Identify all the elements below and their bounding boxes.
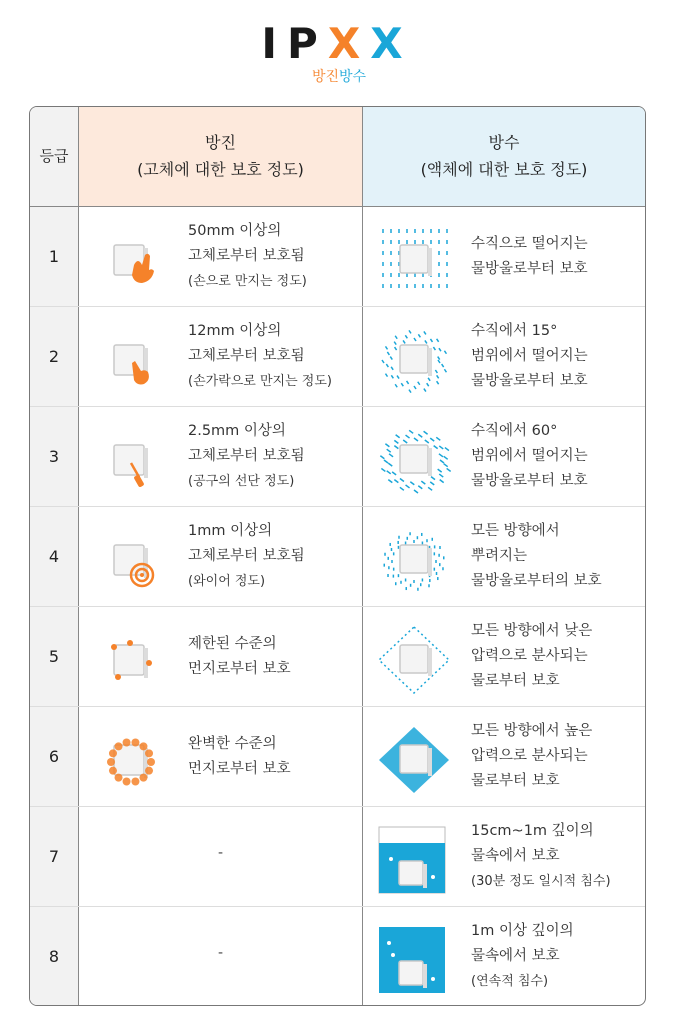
water-line: 압력으로 분사되는 xyxy=(471,748,588,764)
dust-line: 2.5mm 이상의 xyxy=(188,423,286,439)
water-description xyxy=(471,319,643,394)
table-row xyxy=(30,307,645,407)
page-title xyxy=(0,19,674,86)
dust-description xyxy=(188,519,360,594)
subtitle-dust: 방진 xyxy=(311,69,339,85)
angled-15-drops-icon xyxy=(377,325,451,395)
water-line: (연속적 침수) xyxy=(471,974,549,989)
column-divider xyxy=(362,807,363,907)
dust-line: 먼지로부터 보호 xyxy=(188,661,291,677)
dust-description xyxy=(188,419,360,494)
dust-description xyxy=(188,319,360,394)
table-row xyxy=(30,507,645,607)
temporary-immersion-icon xyxy=(377,825,451,895)
column-divider xyxy=(362,607,363,707)
dust-line: (손으로 만지는 정도) xyxy=(188,274,307,289)
grade-value: 7 xyxy=(48,847,60,866)
water-line: 물방울로부터 보호 xyxy=(471,373,588,389)
water-line: 수직에서 60° xyxy=(471,423,558,439)
water-line: 모든 방향에서 낮은 xyxy=(471,623,593,639)
water-line: 물방울로부터 보호 xyxy=(471,473,588,489)
angled-60-drops-icon xyxy=(377,425,451,495)
water-line: 물속에서 보호 xyxy=(471,948,560,964)
dust-empty-value: - xyxy=(217,945,224,961)
column-divider xyxy=(362,507,363,607)
subtitle-water: 방수 xyxy=(339,69,367,85)
water-description xyxy=(471,232,643,282)
column-divider xyxy=(362,307,363,407)
dust-line: (공구의 선단 정도) xyxy=(188,474,295,489)
water-header-subtitle: (액체에 대한 보호 정도) xyxy=(420,160,588,179)
table-row xyxy=(30,907,645,1006)
vertical-drops-icon xyxy=(377,225,451,295)
water-line: 물방울로부터의 보호 xyxy=(471,573,602,589)
dust-description xyxy=(188,219,360,294)
ipxx-logo xyxy=(0,19,674,68)
grade-value: 8 xyxy=(48,947,60,966)
water-line: 15cm~1m 깊이의 xyxy=(471,823,594,839)
water-header xyxy=(363,107,645,206)
dust-header xyxy=(79,107,363,206)
water-line: 1m 이상 깊이의 xyxy=(471,923,574,939)
dust-line: 먼지로부터 보호 xyxy=(188,761,291,777)
water-description xyxy=(471,719,643,794)
low-pressure-jet-icon xyxy=(377,625,451,695)
water-description xyxy=(471,619,643,694)
grade-value: 5 xyxy=(48,647,60,666)
water-description xyxy=(471,919,643,994)
grade-value: 4 xyxy=(48,547,60,566)
dust-description xyxy=(188,632,360,682)
water-header-title: 방수 xyxy=(488,133,520,152)
water-line: 압력으로 분사되는 xyxy=(471,648,588,664)
column-divider xyxy=(362,407,363,507)
grade-value: 1 xyxy=(48,247,60,266)
water-line: 범위에서 떨어지는 xyxy=(471,348,588,364)
continuous-immersion-icon xyxy=(377,925,451,995)
table-row xyxy=(30,807,645,907)
grade-value: 6 xyxy=(48,747,60,766)
water-description xyxy=(471,519,643,594)
dust-header-title: 방진 xyxy=(205,133,236,152)
dust-line: 제한된 수준의 xyxy=(188,636,277,652)
water-line: 물속에서 보호 xyxy=(471,848,560,864)
dust-line: 12mm 이상의 xyxy=(188,323,282,339)
water-line: 물방울로부터 보호 xyxy=(471,261,588,277)
grade-header: 등급 xyxy=(39,147,69,165)
water-line: 물로부터 보호 xyxy=(471,773,560,789)
splash-all-directions-icon xyxy=(377,525,451,595)
dust-line: 고체로부터 보호됨 xyxy=(188,248,305,264)
high-pressure-jet-icon xyxy=(377,725,451,795)
table-row xyxy=(30,607,645,707)
wire-icon xyxy=(104,535,160,591)
dust-line: 고체로부터 보호됨 xyxy=(188,448,305,464)
dust-empty-value: - xyxy=(217,845,224,861)
tool-icon xyxy=(104,435,160,491)
hand-icon xyxy=(104,235,160,291)
water-description xyxy=(471,419,643,494)
logo-ip: IP xyxy=(261,19,328,68)
water-line: 물로부터 보호 xyxy=(471,673,560,689)
water-line: 모든 방향에서 높은 xyxy=(471,723,593,739)
table-row xyxy=(30,407,645,507)
dust-header-subtitle: (고체에 대한 보호 정도) xyxy=(137,160,304,179)
grade-value: 2 xyxy=(48,347,60,366)
dust-line: 고체로부터 보호됨 xyxy=(188,548,305,564)
column-divider xyxy=(362,207,363,307)
finger-icon xyxy=(104,335,160,391)
water-line: 뿌려지는 xyxy=(471,548,528,564)
logo-subtitle xyxy=(4,68,674,86)
water-description xyxy=(471,819,643,894)
water-line: 모든 방향에서 xyxy=(471,523,560,539)
water-line: 범위에서 떨어지는 xyxy=(471,448,588,464)
column-divider xyxy=(362,707,363,807)
limited-dust-icon xyxy=(104,635,160,691)
dust-line: 50mm 이상의 xyxy=(188,223,282,239)
ip-rating-table xyxy=(29,106,646,1006)
dust-line: (손가락으로 만지는 정도) xyxy=(188,374,332,389)
dust-line: 고체로부터 보호됨 xyxy=(188,348,305,364)
dust-line: (와이어 정도) xyxy=(188,574,266,589)
dust-line: 1mm 이상의 xyxy=(188,523,273,539)
table-row xyxy=(30,707,645,807)
water-line: (30분 정도 일시적 침수) xyxy=(471,874,611,889)
grade-value: 3 xyxy=(48,447,60,466)
dust-line: 완벽한 수준의 xyxy=(188,736,277,752)
logo-x-water: X xyxy=(370,19,413,68)
logo-x-dust: X xyxy=(327,19,371,68)
dust-description xyxy=(188,732,360,782)
water-line: 수직으로 떨어지는 xyxy=(471,236,588,252)
water-line: 수직에서 15° xyxy=(471,323,558,339)
column-divider xyxy=(362,907,363,1006)
table-row xyxy=(30,207,645,307)
dust-tight-icon xyxy=(104,735,160,791)
